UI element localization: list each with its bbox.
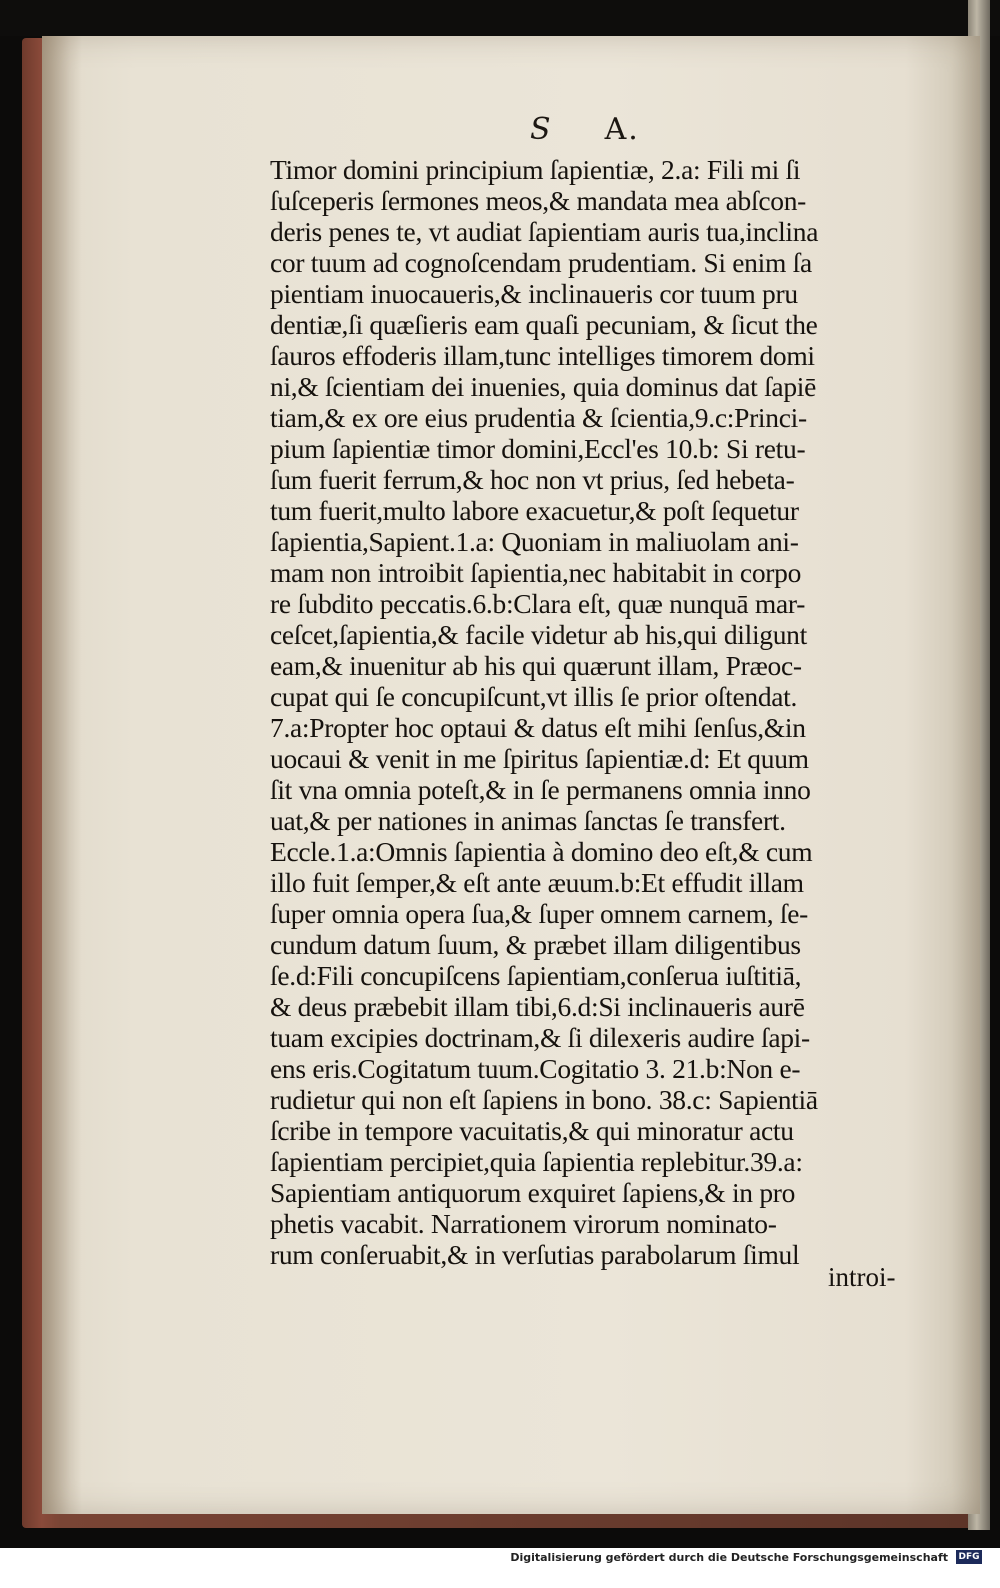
text-line: eam,& inuenitur ab his qui quærunt illam, Præoc- bbox=[270, 650, 802, 681]
text-line: ſit vna omnia poteſt,& in ſe permanens omnia inno bbox=[270, 774, 811, 805]
text-line: ſum fuerit ferrum,& hoc non vt prius, ſed hebeta- bbox=[270, 464, 795, 495]
text-line: ſuper omnia opera ſua,& ſuper omnem carnem, ſe- bbox=[270, 898, 808, 929]
text-line: mam non introibit ſapientia,nec habitabit in corpo bbox=[270, 557, 802, 588]
catchword: introi- bbox=[828, 1262, 896, 1292]
text-line: ſcribe in tempore vacuitatis,& qui minoratur actu bbox=[270, 1115, 794, 1146]
text-line: cupat qui ſe concupiſcunt,vt illis ſe prior oſtendat. bbox=[270, 681, 798, 712]
text-line: Eccle.1.a:Omnis ſapientia à domino deo eſt,& cum bbox=[270, 836, 813, 867]
text-line: re ſubdito peccatis.6.b:Clara eſt, quæ nunquā mar- bbox=[270, 588, 806, 619]
body-text bbox=[270, 154, 920, 1270]
text-line: 7.a:Propter hoc optaui & datus eſt mihi ſenſus,&in bbox=[270, 712, 806, 743]
signature-mark: S bbox=[530, 112, 553, 147]
section-letter: A. bbox=[604, 112, 640, 147]
text-line: dentiæ,ſi quæſieris eam quaſi pecuniam, & ſicut the bbox=[270, 309, 818, 340]
text-line: deris penes te, vt audiat ſapientiam auris tua,inclina bbox=[270, 216, 819, 247]
text-line: ni,& ſcientiam dei inuenies, quia dominus dat ſapiē bbox=[270, 371, 817, 402]
page-header bbox=[530, 112, 640, 147]
text-line: tum fuerit,multo labore exacuetur,& poſt ſequetur bbox=[270, 495, 799, 526]
text-line: Timor domini principium ſapientiæ, 2.a: Fili mi ſi bbox=[270, 154, 801, 185]
text-line: ſe.d:Fili concupiſcens ſapientiam,conſerua iuſtitiā, bbox=[270, 960, 802, 991]
text-line: ens eris.Cogitatum tuum.Cogitatio 3. 21.b:Non e- bbox=[270, 1053, 801, 1084]
text-line: uat,& per nationes in animas ſanctas ſe transfert. bbox=[270, 805, 786, 836]
text-line: tuam excipies doctrinam,& ſi dilexeris audire ſapi- bbox=[270, 1022, 810, 1053]
text-line: illo fuit ſemper,& eſt ante æuum.b:Et effudit illam bbox=[270, 867, 804, 898]
text-line: pium ſapientiæ timor domini,Eccl'es 10.b: Si retu- bbox=[270, 433, 806, 464]
dfg-logo: DFG bbox=[956, 1550, 982, 1564]
scanner-background bbox=[0, 0, 1000, 36]
text-line: pientiam inuocaueris,& inclinaueris cor tuum pru bbox=[270, 278, 798, 309]
text-line: cundum datum ſuum, & præbet illam diligentibus bbox=[270, 929, 801, 960]
gutter-shadow bbox=[42, 36, 82, 1514]
text-line: cor tuum ad cognoſcendam prudentiam. Si enim ſa bbox=[270, 247, 812, 278]
text-line: rum conſeruabit,& in verſutias parabolarum ſimul bbox=[270, 1239, 800, 1270]
text-line: ſapientia,Sapient.1.a: Quoniam in maliuolam ani- bbox=[270, 526, 799, 557]
text-line: phetis vacabit. Narrationem virorum nominato- bbox=[270, 1208, 777, 1239]
text-line: ſauros effoderis illam,tunc intelliges timorem domi bbox=[270, 340, 815, 371]
text-line: ſuſceperis ſermones meos,& mandata mea abſcon- bbox=[270, 185, 806, 216]
text-line: uocaui & venit in me ſpiritus ſapientiæ.d: Et quum bbox=[270, 743, 809, 774]
funding-credit: Digitalisierung gefördert durch die Deutsche Forschungsgemeinschaft bbox=[510, 1551, 948, 1564]
text-line: ſapientiam percipiet,quia ſapientia replebitur.39.a: bbox=[270, 1146, 803, 1177]
text-line: & deus præbebit illam tibi,6.d:Si inclinaueris aurē bbox=[270, 991, 805, 1022]
text-line: ceſcet,ſapientia,& facile videtur ab his,qui diligunt bbox=[270, 619, 807, 650]
text-line: tiam,& ex ore eius prudentia & ſcientia,9.c:Princi- bbox=[270, 402, 807, 433]
text-line: Sapientiam antiquorum exquiret ſapiens,& in pro bbox=[270, 1177, 796, 1208]
text-line: rudietur qui non eſt ſapiens in bono. 38.c: Sapientiā bbox=[270, 1084, 818, 1115]
